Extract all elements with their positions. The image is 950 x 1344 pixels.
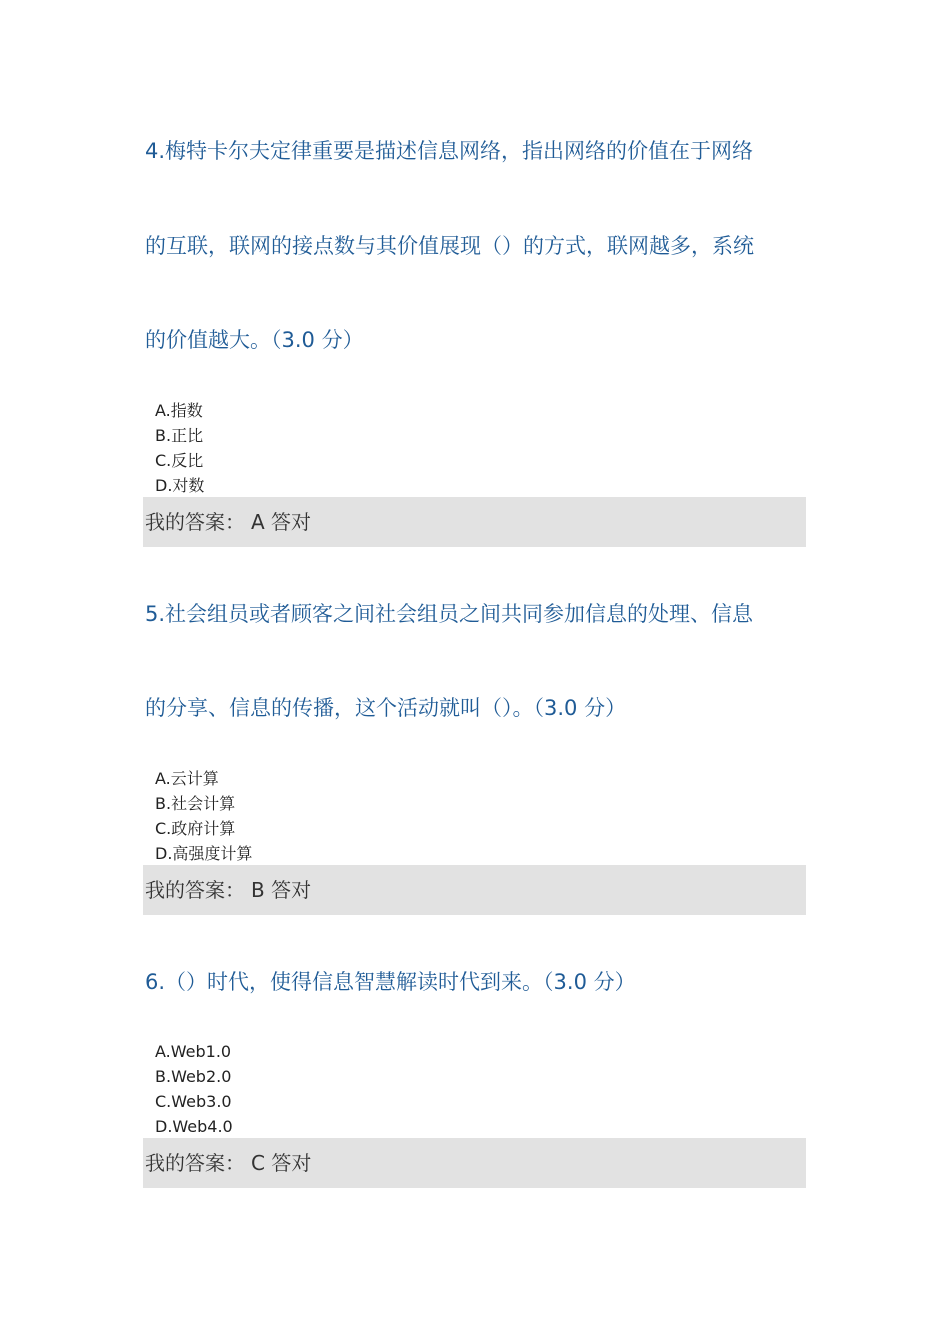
- option-b: B.正比: [155, 426, 204, 445]
- option-a: A.Web1.0: [155, 1042, 232, 1061]
- question-text-line: 5.社会组员或者顾客之间社会组员之间共同参加信息的处理、信息: [145, 602, 754, 626]
- answer-value: C 答对: [251, 1151, 312, 1175]
- answer-value: B 答对: [251, 878, 312, 902]
- option-c: C.政府计算: [155, 819, 236, 838]
- question-text-line: 的互联，联网的接点数与其价值展现（）的方式，联网越多，系统: [145, 234, 754, 258]
- answer-label: 我的答案：: [145, 878, 245, 902]
- answer-bar: [143, 1138, 806, 1188]
- answer-label: 我的答案：: [145, 510, 245, 534]
- option-b: B.Web2.0: [155, 1067, 232, 1086]
- question-text-line: 4.梅特卡尔夫定律重要是描述信息网络，指出网络的价值在于网络: [145, 139, 754, 163]
- option-b: B.社会计算: [155, 794, 236, 813]
- option-d: D.对数: [155, 476, 205, 495]
- question-text-line: 的分享、信息的传播，这个活动就叫（）。（3.0 分）: [145, 696, 627, 720]
- answer-bar: [143, 865, 806, 915]
- option-d: D.Web4.0: [155, 1117, 233, 1136]
- option-a: A.指数: [155, 401, 203, 420]
- question-text-line: 6.（）时代，使得信息智慧解读时代到来。（3.0 分）: [145, 970, 636, 994]
- answer-label: 我的答案：: [145, 1151, 245, 1175]
- answer-value: A 答对: [251, 510, 312, 534]
- option-c: C.Web3.0: [155, 1092, 232, 1111]
- option-d: D.高强度计算: [155, 844, 253, 863]
- option-a: A.云计算: [155, 769, 219, 788]
- answer-bar: [143, 497, 806, 547]
- option-c: C.反比: [155, 451, 204, 470]
- question-text-line: 的价值越大。（3.0 分）: [145, 328, 364, 352]
